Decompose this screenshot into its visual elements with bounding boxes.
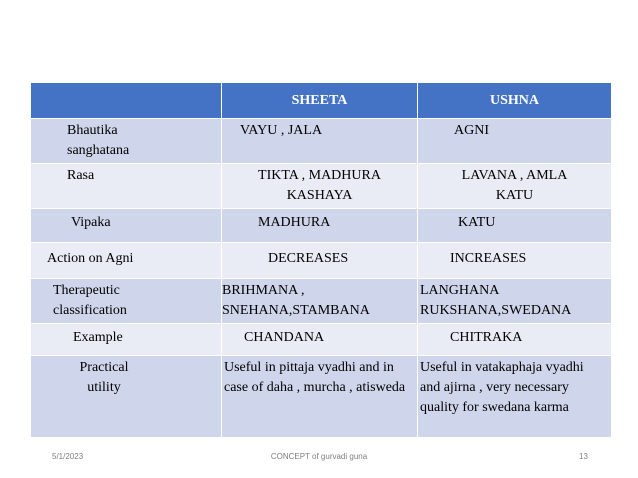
ushna-cell: INCREASES xyxy=(418,243,612,279)
header-empty xyxy=(31,83,222,119)
sheeta-cell: MADHURA xyxy=(222,209,418,243)
sheeta-cell: BRIHMANA , SNEHANA,STAMBANA xyxy=(222,279,418,324)
row-example xyxy=(31,324,612,356)
row-label: Action on Agni xyxy=(31,243,222,279)
header-sheeta: SHEETA xyxy=(222,83,418,119)
ushna-cell: KATU xyxy=(418,209,612,243)
header-ushna: USHNA xyxy=(418,83,612,119)
footer-date: 5/1/2023 xyxy=(52,452,84,461)
row-label: Practical utility xyxy=(31,356,222,438)
row-therapeutic-classification xyxy=(31,279,612,324)
sheeta-cell: DECREASES xyxy=(222,243,418,279)
sheeta-cell: CHANDANA xyxy=(222,324,418,356)
row-rasa xyxy=(31,164,612,209)
sheeta-cell: Useful in pittaja vyadhi and in case of daha , murcha , atisweda xyxy=(222,356,418,438)
footer-page-number: 13 xyxy=(579,452,588,461)
ushna-cell: Useful in vatakaphaja vyadhi and ajirna , very necessary quality for swedana karma xyxy=(418,356,612,438)
row-label: Bhautika sanghatana xyxy=(31,119,222,164)
ushna-cell: AGNI xyxy=(418,119,612,164)
row-label: Example xyxy=(31,324,222,356)
row-label: Therapeutic classification xyxy=(31,279,222,324)
row-practical-utility xyxy=(31,356,612,438)
ushna-cell: LANGHANA RUKSHANA,SWEDANA xyxy=(418,279,612,324)
sheeta-cell: VAYU , JALA xyxy=(222,119,418,164)
comparison-table xyxy=(30,82,612,438)
row-vipaka xyxy=(31,209,612,243)
header-row xyxy=(31,83,612,119)
row-bhautika-sanghatana xyxy=(31,119,612,164)
sheeta-cell: TIKTA , MADHURA KASHAYA xyxy=(222,164,418,209)
row-action-on-agni xyxy=(31,243,612,279)
row-label: Vipaka xyxy=(31,209,222,243)
ushna-cell: LAVANA , AMLA KATU xyxy=(418,164,612,209)
row-label: Rasa xyxy=(31,164,222,209)
footer-title: CONCEPT of gurvadi guna xyxy=(270,452,368,461)
ushna-cell: CHITRAKA xyxy=(418,324,612,356)
